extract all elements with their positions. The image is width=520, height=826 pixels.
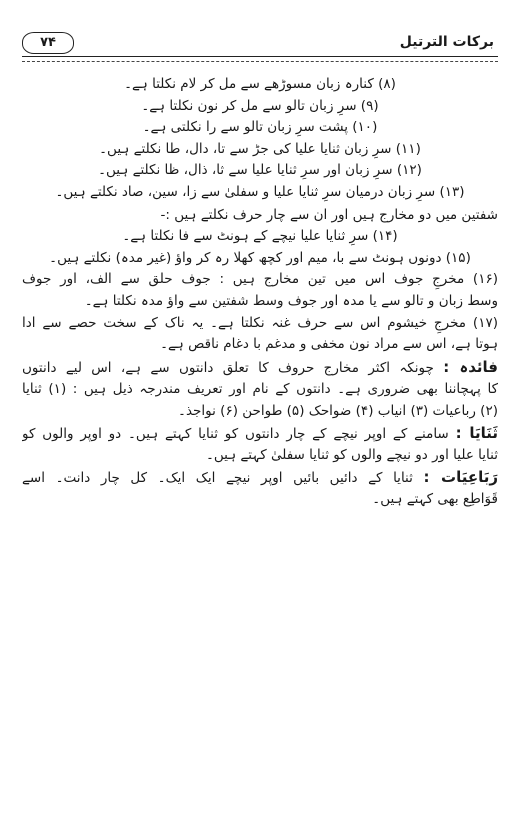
section-label: ثَنَایَا :: [455, 423, 498, 442]
line-text: ثنایا کے دائیں بائیں اوپر نیچے ایک ایک۔ کل چار دانت۔ اسے: [22, 469, 424, 486]
page-header: [22, 28, 498, 56]
text-line: (۱۷) مخرجِ خیشوم اس سے حرف غنہ نکلتا ہے۔ یہ ناک کے سخت حصے سے ادا: [22, 314, 498, 331]
text-line: [22, 467, 498, 490]
text-line: ہوتا ہے، اس سے مراد نون مخفی و مدغم با دغام ناقص ہے۔: [160, 336, 498, 353]
book-title: برکات الترتیل: [399, 34, 494, 50]
section-label: فائدہ :: [443, 357, 498, 376]
text-line: [22, 423, 498, 446]
text-line: (۱۱) سرِ زبان ثنایا علیا کی جڑ سے تا، دال، طا نکلتے ہیں۔: [99, 140, 421, 157]
text-line: کا پہچاننا بھی ضروری ہے۔ دانتوں کے نام اور تعریف مندرجہ ذیل ہیں : (۱) ثنایا: [22, 381, 498, 398]
text-line: قَوَاطِع بھی کہتے ہیں۔: [372, 491, 498, 508]
text-line: (۱۵) دونوں ہونٹ سے با، میم اور کچھ کھلا رہ کر واؤ (غیر مدہ) نکلتے ہیں۔: [49, 249, 471, 266]
text-line: [22, 357, 498, 380]
text-line: (۱۴) سرِ ثنایا علیا نیچے کے ہونٹ سے فا نکلتا ہے۔: [122, 228, 398, 245]
text-line: وسط زبان و تالو سے یا مدہ اور جوف وسط شفتین سے واؤ مدہ نکلتا ہے۔: [84, 292, 498, 309]
text-line: (۱۶) مخرجِ جوف اس میں تین مخارج ہیں : جوف حلق سے الف، اور جوف: [22, 271, 498, 288]
page-number-badge: ۷۴: [22, 32, 74, 54]
header-divider-dashed: [22, 61, 498, 62]
text-line: (۹) سرِ زبان تالو سے مل کر نون نکلتا ہے۔: [141, 97, 379, 114]
text-line: (۸) کنارہ زبان مسوڑھے سے مل کر لام نکلتا ہے۔: [124, 76, 396, 92]
text-line: ثنایا علیا اور دو نیچے والوں کو ثنایا سفلیٰ کہتے ہیں۔: [205, 447, 498, 464]
text-line: شفتین میں دو مخارج ہیں اور ان سے چار حرف نکلتے ہیں :-: [160, 206, 498, 223]
text-line: (۱۰) پشت سرِ زبان تالو سے را نکلتی ہے۔: [142, 119, 378, 136]
text-line: (۱۲) سرِ زبان اور سرِ ثنایا علیا سے ثا، ذال، ظا نکلتے ہیں۔: [98, 162, 422, 179]
page-body: [22, 74, 498, 511]
line-text: چونکہ اکثر مخارج حروف کا تعلق دانتوں سے ہے، اس لیے دانتوں: [22, 359, 444, 376]
text-line: (۱۳) سرِ زبان درمیان سرِ ثنایا علیا و سفلیٰ سے زا، سین، صاد نکلتے ہیں۔: [55, 183, 465, 200]
section-label: رَبَاعِیَات :: [423, 467, 498, 486]
header-divider: [22, 56, 498, 57]
line-text: سامنے کے اوپر نیچے کے چار دانتوں کو ثنایا کہتے ہیں۔ دو اوپر والوں کو: [22, 425, 456, 442]
text-line: (۲) رباعیات (۳) انیاب (۴) ضواحک (۵) طواحن (۶) نواجذ۔: [178, 402, 498, 419]
